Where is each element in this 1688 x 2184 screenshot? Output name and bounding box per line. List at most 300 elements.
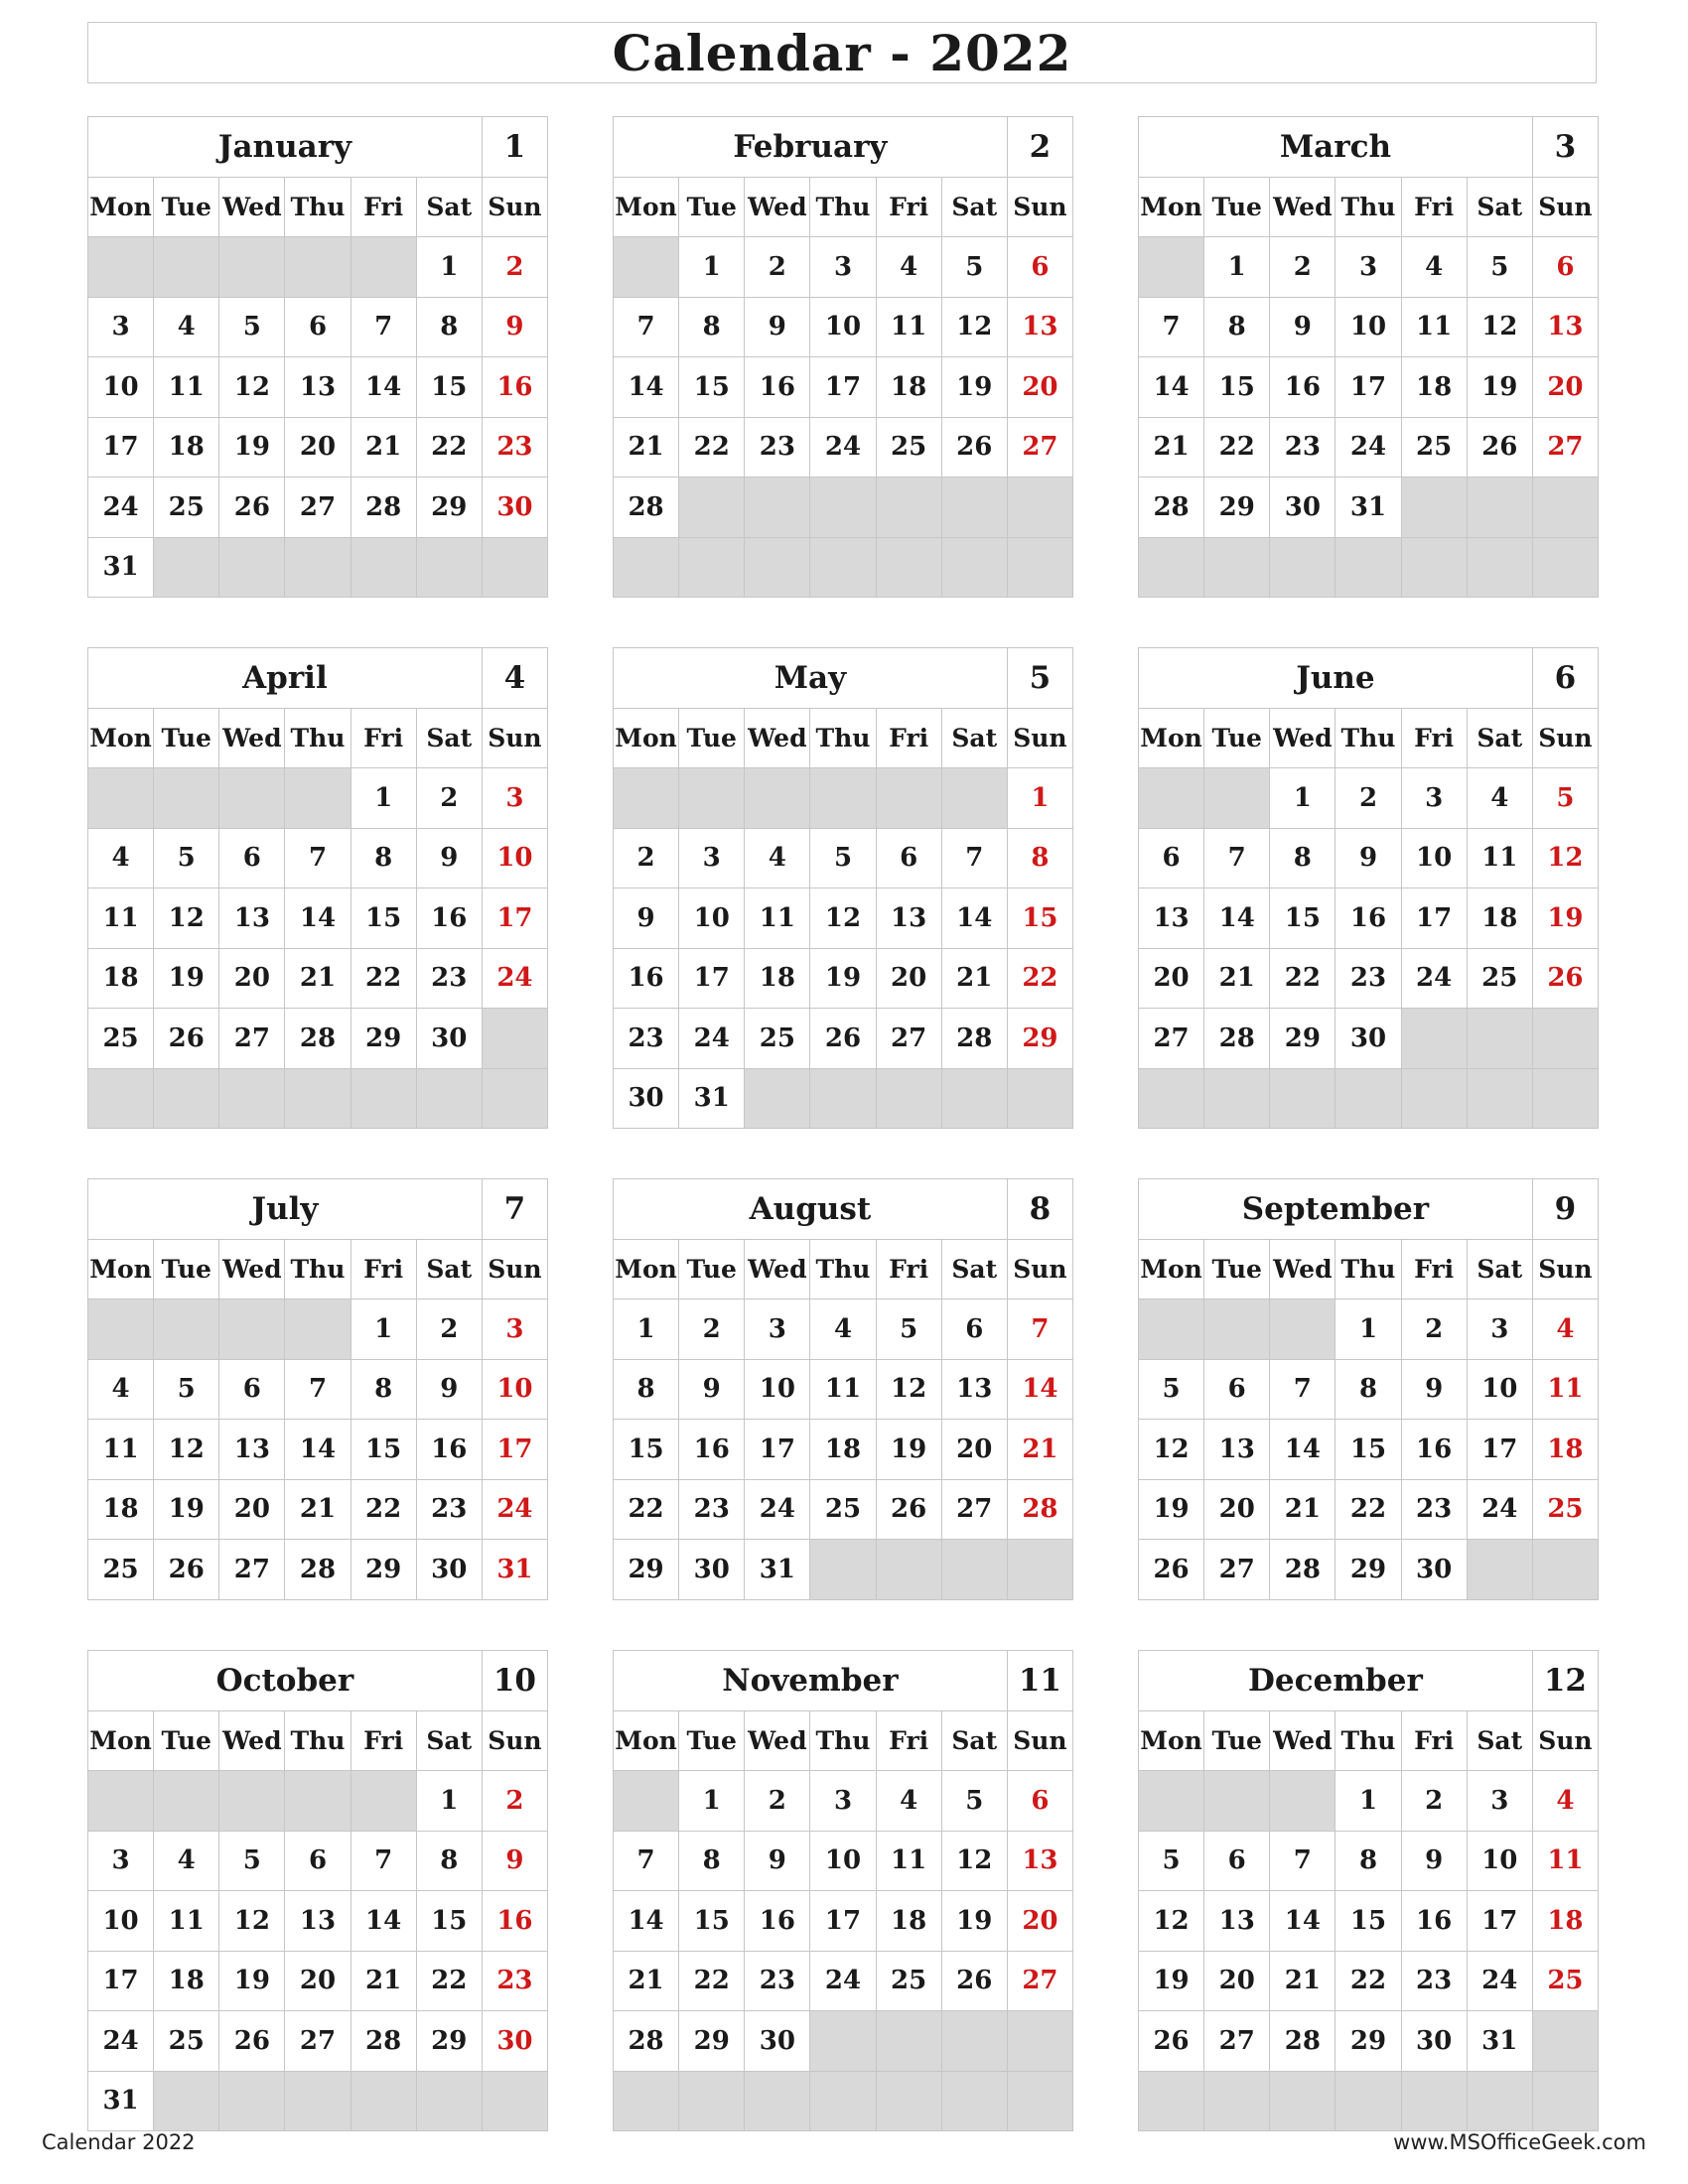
day-cell: 9 <box>745 297 810 357</box>
month-april <box>87 647 548 1129</box>
empty-cell <box>1270 1299 1336 1360</box>
day-cell: 22 <box>416 1951 482 2011</box>
day-cell: 24 <box>88 478 154 538</box>
day-cell: 8 <box>1270 828 1336 888</box>
day-cell: 5 <box>154 1359 219 1420</box>
day-cell: 6 <box>219 828 285 888</box>
week-row <box>1139 1068 1599 1129</box>
day-cell: 21 <box>941 948 1007 1009</box>
empty-cell <box>941 1540 1007 1600</box>
empty-cell <box>614 537 679 598</box>
week-row <box>614 1009 1073 1069</box>
weekday-header: Sun <box>482 708 547 768</box>
day-cell: 4 <box>745 828 810 888</box>
week-row <box>614 948 1073 1009</box>
day-cell: 20 <box>285 417 351 478</box>
empty-cell <box>1007 537 1072 598</box>
day-cell: 15 <box>351 1420 416 1480</box>
day-cell: 12 <box>1467 297 1532 357</box>
weekday-header: Thu <box>285 708 351 768</box>
day-cell: 7 <box>285 828 351 888</box>
day-cell: 16 <box>1401 1891 1467 1952</box>
week-row <box>1139 537 1599 598</box>
week-row <box>88 537 548 598</box>
day-cell: 6 <box>1139 828 1204 888</box>
day-cell: 28 <box>614 478 679 538</box>
day-cell: 4 <box>1401 237 1467 298</box>
day-cell: 13 <box>219 888 285 949</box>
weekday-header: Fri <box>351 708 416 768</box>
day-cell: 28 <box>1270 1540 1336 1600</box>
empty-cell <box>351 2071 416 2131</box>
empty-cell <box>1401 478 1467 538</box>
day-cell: 4 <box>154 297 219 357</box>
weekday-header: Mon <box>1139 177 1204 237</box>
week-row <box>614 537 1073 598</box>
day-cell: 18 <box>876 357 941 418</box>
day-cell: 11 <box>876 1831 941 1891</box>
weekday-header: Fri <box>876 1710 941 1771</box>
empty-cell <box>1007 1068 1072 1129</box>
day-cell: 7 <box>351 297 416 357</box>
day-cell: 10 <box>1467 1831 1532 1891</box>
weekday-header: Sat <box>416 708 482 768</box>
month-table <box>87 116 548 598</box>
day-cell: 25 <box>154 2011 219 2072</box>
day-cell: 12 <box>219 357 285 418</box>
empty-cell <box>810 478 876 538</box>
empty-cell <box>614 237 679 298</box>
weekday-header: Sat <box>416 177 482 237</box>
day-cell: 13 <box>941 1359 1007 1420</box>
day-cell: 26 <box>941 417 1007 478</box>
day-cell: 24 <box>1467 1951 1532 2011</box>
weekday-header: Thu <box>810 1710 876 1771</box>
day-cell: 24 <box>482 948 547 1009</box>
day-cell: 3 <box>88 297 154 357</box>
empty-cell <box>1204 1771 1270 1832</box>
day-cell: 17 <box>482 888 547 949</box>
day-cell: 29 <box>351 1009 416 1069</box>
weekday-header: Fri <box>1401 708 1467 768</box>
day-cell: 7 <box>1270 1831 1336 1891</box>
weekday-header: Mon <box>1139 708 1204 768</box>
day-cell: 6 <box>1204 1359 1270 1420</box>
week-row <box>1139 1540 1599 1600</box>
day-cell: 2 <box>745 237 810 298</box>
day-cell: 10 <box>745 1359 810 1420</box>
day-cell: 9 <box>416 828 482 888</box>
empty-cell <box>351 1771 416 1832</box>
empty-cell <box>285 237 351 298</box>
day-cell: 23 <box>1401 1951 1467 2011</box>
day-cell: 18 <box>88 948 154 1009</box>
empty-cell <box>154 2071 219 2131</box>
month-number: 8 <box>1007 1179 1072 1240</box>
day-cell: 10 <box>88 1891 154 1952</box>
day-cell: 25 <box>1467 948 1532 1009</box>
empty-cell <box>1139 537 1204 598</box>
empty-cell <box>876 768 941 829</box>
day-cell: 29 <box>416 478 482 538</box>
day-cell: 10 <box>810 1831 876 1891</box>
day-cell: 2 <box>745 1771 810 1832</box>
weekday-header: Tue <box>679 1710 745 1771</box>
empty-cell <box>810 1068 876 1129</box>
empty-cell <box>88 1299 154 1360</box>
day-cell: 3 <box>1336 237 1401 298</box>
day-cell: 18 <box>154 417 219 478</box>
empty-cell <box>285 768 351 829</box>
day-cell: 12 <box>876 1359 941 1420</box>
weekday-header: Tue <box>679 1239 745 1299</box>
day-cell: 29 <box>1270 1009 1336 1069</box>
day-cell: 8 <box>679 1831 745 1891</box>
day-cell: 19 <box>876 1420 941 1480</box>
week-row <box>1139 478 1599 538</box>
weekday-header: Fri <box>876 177 941 237</box>
day-cell: 15 <box>1007 888 1072 949</box>
week-row <box>88 297 548 357</box>
empty-cell <box>679 2071 745 2131</box>
day-cell: 30 <box>482 2011 547 2072</box>
day-cell: 24 <box>88 2011 154 2072</box>
day-cell: 2 <box>1270 237 1336 298</box>
weekday-header: Mon <box>1139 1710 1204 1771</box>
empty-cell <box>1139 768 1204 829</box>
empty-cell <box>154 237 219 298</box>
day-cell: 16 <box>482 1891 547 1952</box>
empty-cell <box>1467 1540 1532 1600</box>
day-cell: 17 <box>482 1420 547 1480</box>
day-cell: 28 <box>1204 1009 1270 1069</box>
day-cell: 29 <box>1007 1009 1072 1069</box>
day-cell: 22 <box>1336 1951 1401 2011</box>
empty-cell <box>745 537 810 598</box>
week-row <box>614 1540 1073 1600</box>
day-cell: 4 <box>154 1831 219 1891</box>
weekday-header: Sun <box>1007 708 1072 768</box>
day-cell: 29 <box>416 2011 482 2072</box>
empty-cell <box>1007 2071 1072 2131</box>
day-cell: 26 <box>219 478 285 538</box>
day-cell: 5 <box>1139 1359 1204 1420</box>
day-cell: 24 <box>810 1951 876 2011</box>
day-cell: 30 <box>745 2011 810 2072</box>
empty-cell <box>1007 1540 1072 1600</box>
week-row <box>1139 888 1599 949</box>
day-cell: 11 <box>810 1359 876 1420</box>
day-cell: 13 <box>285 357 351 418</box>
week-row <box>88 1891 548 1952</box>
empty-cell <box>810 2071 876 2131</box>
day-cell: 19 <box>1139 1479 1204 1540</box>
day-cell: 8 <box>679 297 745 357</box>
empty-cell <box>679 478 745 538</box>
day-cell: 3 <box>1467 1771 1532 1832</box>
day-cell: 20 <box>1204 1479 1270 1540</box>
day-cell: 30 <box>416 1540 482 1600</box>
day-cell: 16 <box>482 357 547 418</box>
week-row <box>614 1831 1073 1891</box>
day-cell: 1 <box>1336 1299 1401 1360</box>
empty-cell <box>88 1068 154 1129</box>
week-row <box>1139 417 1599 478</box>
day-cell: 10 <box>482 1359 547 1420</box>
day-cell: 22 <box>679 417 745 478</box>
day-cell: 19 <box>154 948 219 1009</box>
week-row <box>1139 1831 1599 1891</box>
day-cell: 9 <box>679 1359 745 1420</box>
weekday-header: Sun <box>482 1239 547 1299</box>
day-cell: 13 <box>219 1420 285 1480</box>
weekday-header: Sun <box>1532 708 1598 768</box>
day-cell: 26 <box>154 1540 219 1600</box>
empty-cell <box>1467 1068 1532 1129</box>
day-cell: 21 <box>351 1951 416 2011</box>
empty-cell <box>1204 768 1270 829</box>
day-cell: 28 <box>285 1009 351 1069</box>
day-cell: 11 <box>154 357 219 418</box>
day-cell: 24 <box>1401 948 1467 1009</box>
weekday-header: Sat <box>941 1239 1007 1299</box>
week-row <box>1139 1299 1599 1360</box>
day-cell: 11 <box>88 888 154 949</box>
week-row <box>614 2071 1073 2131</box>
day-cell: 12 <box>154 1420 219 1480</box>
day-cell: 22 <box>1270 948 1336 1009</box>
day-cell: 5 <box>941 237 1007 298</box>
month-name: December <box>1139 1651 1533 1711</box>
day-cell: 19 <box>219 1951 285 2011</box>
day-cell: 26 <box>1139 2011 1204 2072</box>
week-row <box>614 417 1073 478</box>
weekday-header: Sun <box>1007 1239 1072 1299</box>
day-cell: 28 <box>351 2011 416 2072</box>
weekday-header: Sat <box>1467 177 1532 237</box>
day-cell: 6 <box>219 1359 285 1420</box>
week-row <box>614 1359 1073 1420</box>
empty-cell <box>1139 1771 1204 1832</box>
weekday-header: Wed <box>1270 1710 1336 1771</box>
day-cell: 30 <box>614 1068 679 1129</box>
day-cell: 20 <box>1139 948 1204 1009</box>
day-cell: 27 <box>941 1479 1007 1540</box>
week-row <box>1139 828 1599 888</box>
weekday-header: Tue <box>1204 1710 1270 1771</box>
weekday-header: Mon <box>88 177 154 237</box>
day-cell: 26 <box>1532 948 1598 1009</box>
weekday-header: Wed <box>1270 177 1336 237</box>
month-name: April <box>88 648 483 709</box>
day-cell: 27 <box>219 1009 285 1069</box>
month-december <box>1138 1650 1599 2131</box>
day-cell: 23 <box>614 1009 679 1069</box>
month-name: March <box>1139 117 1533 178</box>
empty-cell <box>1532 2011 1598 2072</box>
day-cell: 21 <box>1270 1479 1336 1540</box>
day-cell: 8 <box>351 828 416 888</box>
empty-cell <box>614 768 679 829</box>
day-cell: 7 <box>614 297 679 357</box>
weekday-header: Sat <box>1467 708 1532 768</box>
empty-cell <box>1532 478 1598 538</box>
empty-cell <box>1532 2071 1598 2131</box>
empty-cell <box>1139 237 1204 298</box>
day-cell: 25 <box>88 1009 154 1069</box>
week-row <box>88 948 548 1009</box>
empty-cell <box>1204 2071 1270 2131</box>
weekday-header: Wed <box>1270 708 1336 768</box>
day-cell: 25 <box>88 1540 154 1600</box>
day-cell: 6 <box>285 297 351 357</box>
week-row <box>1139 2071 1599 2131</box>
empty-cell <box>1532 1540 1598 1600</box>
day-cell: 4 <box>810 1299 876 1360</box>
day-cell: 25 <box>1532 1479 1598 1540</box>
week-row <box>1139 357 1599 418</box>
day-cell: 1 <box>351 1299 416 1360</box>
day-cell: 15 <box>1204 357 1270 418</box>
empty-cell <box>482 2071 547 2131</box>
weekday-header: Thu <box>1336 1239 1401 1299</box>
day-cell: 11 <box>876 297 941 357</box>
weekday-header: Wed <box>745 708 810 768</box>
day-cell: 29 <box>1336 2011 1401 2072</box>
day-cell: 4 <box>1467 768 1532 829</box>
empty-cell <box>219 1299 285 1360</box>
weekday-header: Thu <box>1336 708 1401 768</box>
month-name: September <box>1139 1179 1533 1240</box>
day-cell: 1 <box>416 237 482 298</box>
empty-cell <box>154 1068 219 1129</box>
weekday-header: Wed <box>219 1239 285 1299</box>
month-march <box>1138 116 1599 598</box>
day-cell: 21 <box>285 948 351 1009</box>
empty-cell <box>285 2071 351 2131</box>
day-cell: 26 <box>1139 1540 1204 1600</box>
day-cell: 8 <box>1007 828 1072 888</box>
day-cell: 14 <box>1270 1420 1336 1480</box>
month-name: October <box>88 1651 483 1711</box>
empty-cell <box>219 768 285 829</box>
empty-cell <box>416 1068 482 1129</box>
day-cell: 25 <box>154 478 219 538</box>
day-cell: 21 <box>1270 1951 1336 2011</box>
day-cell: 16 <box>416 1420 482 1480</box>
week-row <box>1139 1420 1599 1480</box>
day-cell: 10 <box>482 828 547 888</box>
month-table <box>1138 647 1599 1129</box>
day-cell: 1 <box>679 237 745 298</box>
day-cell: 4 <box>876 237 941 298</box>
day-cell: 3 <box>810 237 876 298</box>
empty-cell <box>351 237 416 298</box>
month-table <box>87 1650 548 2131</box>
empty-cell <box>1139 1299 1204 1360</box>
day-cell: 8 <box>614 1359 679 1420</box>
empty-cell <box>482 1009 547 1069</box>
month-august <box>613 1178 1073 1600</box>
day-cell: 29 <box>679 2011 745 2072</box>
day-cell: 18 <box>810 1420 876 1480</box>
empty-cell <box>1467 537 1532 598</box>
month-number: 2 <box>1007 117 1072 178</box>
empty-cell <box>154 1299 219 1360</box>
empty-cell <box>941 2011 1007 2072</box>
day-cell: 5 <box>219 297 285 357</box>
day-cell: 5 <box>1467 237 1532 298</box>
month-name: August <box>614 1179 1008 1240</box>
day-cell: 11 <box>1532 1359 1598 1420</box>
day-cell: 12 <box>941 1831 1007 1891</box>
day-cell: 28 <box>351 478 416 538</box>
weekday-header: Sun <box>1007 177 1072 237</box>
day-cell: 17 <box>745 1420 810 1480</box>
empty-cell <box>745 2071 810 2131</box>
day-cell: 28 <box>285 1540 351 1600</box>
day-cell: 19 <box>154 1479 219 1540</box>
day-cell: 2 <box>1401 1299 1467 1360</box>
day-cell: 27 <box>219 1540 285 1600</box>
month-table <box>87 1178 548 1600</box>
weekday-header: Mon <box>88 708 154 768</box>
week-row <box>614 237 1073 298</box>
day-cell: 22 <box>679 1951 745 2011</box>
empty-cell <box>1467 2071 1532 2131</box>
day-cell: 1 <box>416 1771 482 1832</box>
empty-cell <box>1401 1068 1467 1129</box>
month-january <box>87 116 548 598</box>
footer-website-link[interactable]: www.MSOfficeGeek.com <box>1393 2130 1646 2154</box>
day-cell: 14 <box>351 1891 416 1952</box>
day-cell: 23 <box>679 1479 745 1540</box>
month-october <box>87 1650 548 2131</box>
empty-cell <box>416 2071 482 2131</box>
day-cell: 12 <box>154 888 219 949</box>
week-row <box>614 357 1073 418</box>
day-cell: 27 <box>1204 1540 1270 1600</box>
day-cell: 4 <box>1532 1299 1598 1360</box>
day-cell: 10 <box>1336 297 1401 357</box>
day-cell: 31 <box>88 2071 154 2131</box>
month-table <box>613 1178 1073 1600</box>
day-cell: 5 <box>219 1831 285 1891</box>
week-row <box>614 828 1073 888</box>
day-cell: 16 <box>745 1891 810 1952</box>
month-name: June <box>1139 648 1533 709</box>
day-cell: 23 <box>745 1951 810 2011</box>
day-cell: 25 <box>876 417 941 478</box>
day-cell: 12 <box>810 888 876 949</box>
empty-cell <box>1532 537 1598 598</box>
day-cell: 17 <box>1336 357 1401 418</box>
day-cell: 27 <box>1204 2011 1270 2072</box>
day-cell: 26 <box>1467 417 1532 478</box>
week-row <box>614 1299 1073 1360</box>
day-cell: 14 <box>614 1891 679 1952</box>
empty-cell <box>154 537 219 598</box>
day-cell: 3 <box>88 1831 154 1891</box>
day-cell: 25 <box>1401 417 1467 478</box>
day-cell: 13 <box>285 1891 351 1952</box>
day-cell: 12 <box>1532 828 1598 888</box>
day-cell: 19 <box>1532 888 1598 949</box>
day-cell: 8 <box>1336 1359 1401 1420</box>
weekday-header: Thu <box>810 177 876 237</box>
weekday-header: Fri <box>876 1239 941 1299</box>
weekday-header: Thu <box>810 708 876 768</box>
